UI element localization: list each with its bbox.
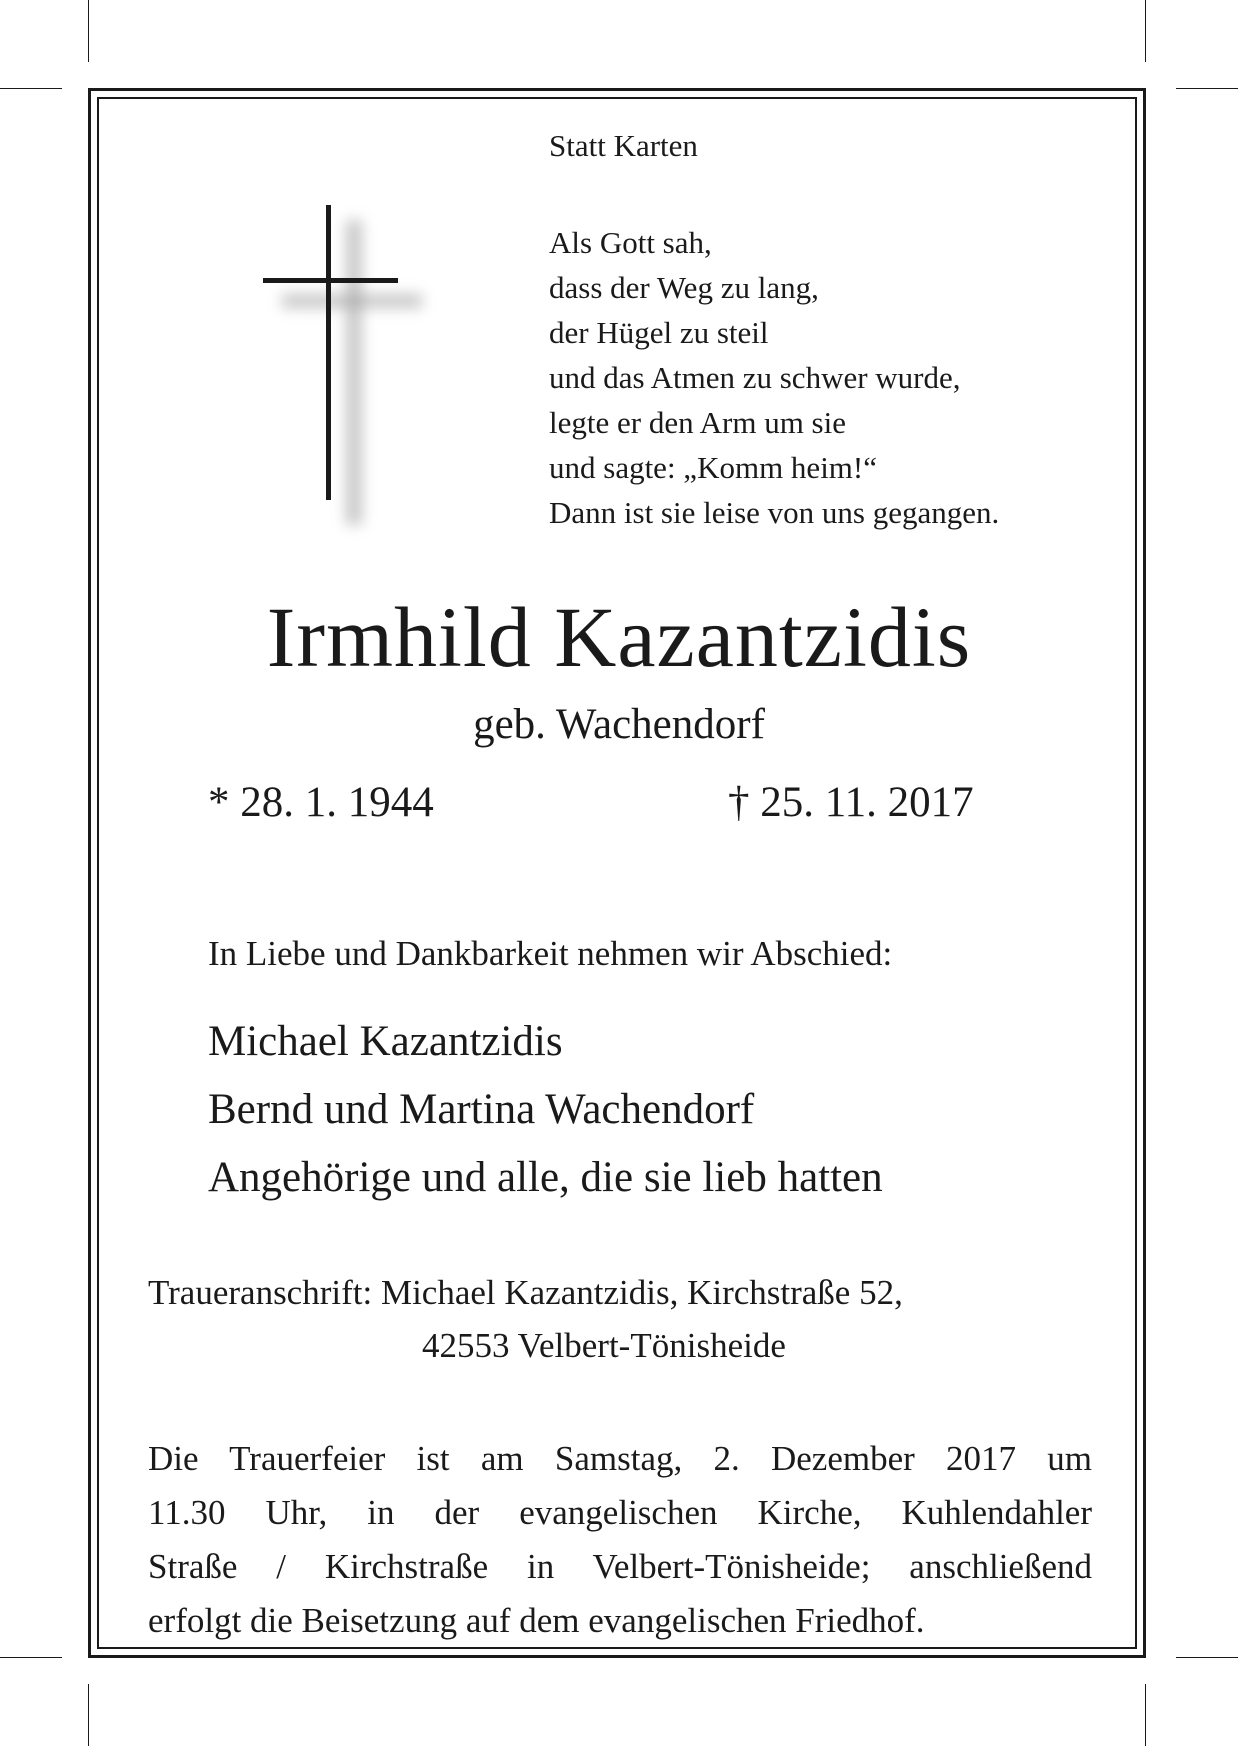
ceremony-line: Straße / Kirchstraße in Velbert-Tönisheide; anschließend: [148, 1547, 1092, 1586]
mourner-item: Bernd und Martina Wachendorf: [208, 1086, 755, 1133]
crop-mark-right-top: [1176, 88, 1238, 89]
crop-mark-top-right: [1145, 0, 1146, 62]
ceremony-notice: [148, 1432, 1092, 1648]
birth-date: * 28. 1. 1944: [208, 779, 434, 826]
farewell-intro: In Liebe und Dankbarkeit nehmen wir Abschied:: [208, 934, 893, 973]
poem-line: der Hügel zu steil: [549, 315, 769, 350]
crop-mark-right-bottom: [1176, 1657, 1238, 1658]
death-date: † 25. 11. 2017: [728, 779, 974, 826]
ceremony-line: 11.30 Uhr, in der evangelischen Kirche, Kuhlendahler: [148, 1493, 1092, 1532]
poem-line: und sagte: „Komm heim!“: [549, 450, 877, 485]
poem-line: dass der Weg zu lang,: [549, 270, 819, 305]
deceased-born-name: geb. Wachendorf: [473, 701, 765, 748]
cross-vertical-bar: [326, 205, 331, 500]
address-line-1: Traueranschrift: Michael Kazantzidis, Kirchstraße 52,: [148, 1273, 903, 1312]
statt-karten: Statt Karten: [549, 128, 698, 163]
cross-shadow-vertical: [346, 220, 362, 525]
crop-mark-bottom-right: [1145, 1684, 1146, 1746]
cross-horizontal-bar: [263, 278, 398, 283]
poem: [549, 220, 999, 535]
deceased-name: Irmhild Kazantzidis: [266, 589, 972, 685]
crop-mark-left-top: [0, 88, 62, 89]
mourners-list: [208, 1008, 883, 1212]
poem-line: legte er den Arm um sie: [549, 405, 846, 440]
crop-mark-top-left: [88, 0, 89, 62]
mourning-address: [148, 1266, 903, 1372]
ceremony-line: erfolgt die Beisetzung auf dem evangelischen Friedhof.: [148, 1601, 925, 1640]
crop-mark-left-bottom: [0, 1657, 62, 1658]
ceremony-line: Die Trauerfeier ist am Samstag, 2. Dezember 2017 um: [148, 1439, 1092, 1478]
poem-line: Als Gott sah,: [549, 225, 712, 260]
poem-line: Dann ist sie leise von uns gegangen.: [549, 495, 1000, 530]
crop-mark-bottom-left: [88, 1684, 89, 1746]
mourner-item: Michael Kazantzidis: [208, 1018, 563, 1065]
cross-shadow-horizontal: [282, 294, 422, 308]
poem-line: und das Atmen zu schwer wurde,: [549, 360, 961, 395]
address-line-2: 42553 Velbert-Tönisheide: [422, 1326, 786, 1365]
mourner-item: Angehörige und alle, die sie lieb hatten: [208, 1154, 883, 1201]
